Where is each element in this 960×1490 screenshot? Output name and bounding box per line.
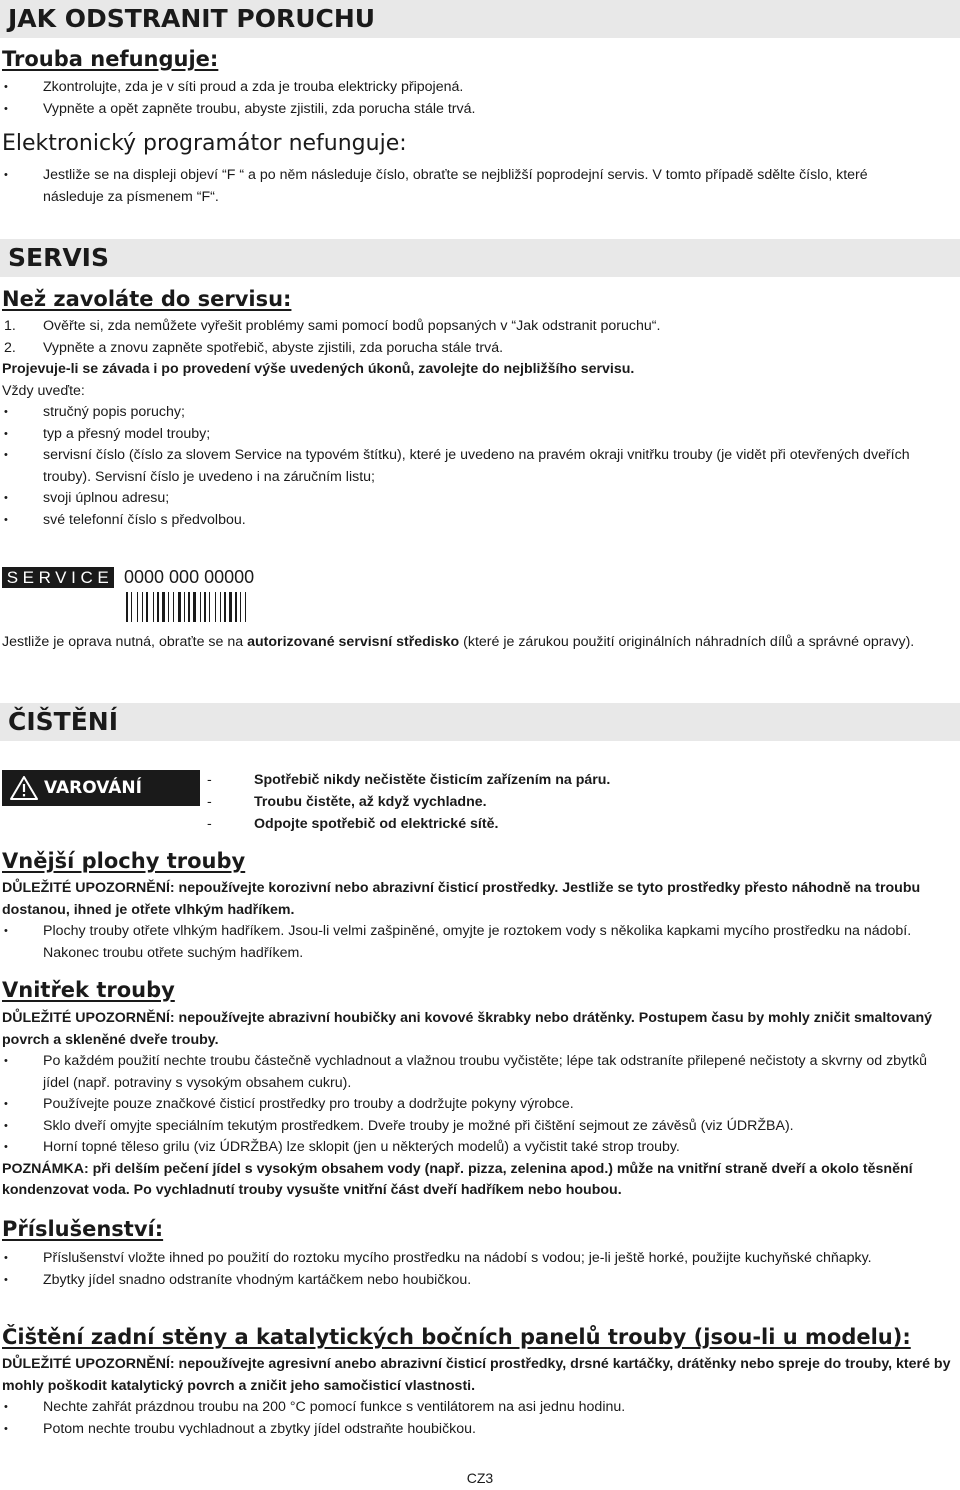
- list-item: • Zkontrolujte, zda je v síti proud a zda je trouba elektricky připojená.: [2, 77, 956, 99]
- step-number: 2.: [4, 339, 16, 356]
- list-item: - Spotřebič nikdy nečistěte čisticím zařízením na páru.: [204, 769, 610, 791]
- catalytic-note: DŮLEŽITÉ UPOZORNĚNÍ: nepoužívejte agresivní anebo abrazivní čisticí prostředky, drsné kartáčky, drátěnky nebo spreje do trouby, které by mohly poškodit katalytický povrch a zničit jeho samočisticí vlastnosti.: [2, 1356, 951, 1394]
- step-text: Vypněte a znovu zapněte spotřebič, abyste zjistili, zda porucha stále trvá.: [43, 339, 504, 356]
- service-number: 0000 000 00000: [124, 567, 255, 587]
- list-item: • Sklo dveří omyjte speciálním tekutým prostředkem. Dveře trouby je možné při čištění sejmout ze závěsů (viz ÚDRŽBA).: [2, 1116, 956, 1138]
- step-item: [2, 338, 956, 360]
- list-item: • svoji úplnou adresu;: [2, 488, 956, 510]
- interior-note: DŮLEŽITÉ UPOZORNĚNÍ: nepoužívejte abrazivní houbičky ani kovové škrabky nebo drátěnky. Postupem času by mohly zničit smaltovaný povrch a skleněné dveře trouby.: [2, 1010, 933, 1048]
- warning-badge: [2, 770, 200, 806]
- heading-exterior: Vnější plochy trouby: [2, 849, 246, 873]
- warning-triangle-icon: [10, 776, 38, 800]
- heading-programmer: Elektronický programátor nefunguje:: [2, 131, 407, 156]
- repair-note: [2, 632, 956, 654]
- interior-remark: POZNÁMKA: při delším pečení jídel s vysokým obsahem vody (např. pizza, zelenina apod.) může na vnitřní straně dveří a okolo těsnění kondenzovat voda. Po vychladnutí trouby vysušte vnitřní část dveří hadříkem nebo houbou.: [2, 1160, 913, 1198]
- catalytic-block: [2, 1354, 956, 1440]
- page-number: CZ3: [466, 1470, 494, 1486]
- heading-interior: Vnitřek trouby: [2, 978, 175, 1002]
- oven-not-working-list: [2, 77, 956, 120]
- heading-oven-not-working: Trouba nefunguje:: [2, 47, 219, 71]
- interior-block: [2, 1008, 956, 1202]
- list-item: • Nechte zahřát prázdnou troubu na 200 °C pomocí funkce s ventilátorem na asi jednu hodinu.: [2, 1397, 956, 1419]
- repair-note-text: (které je zárukou použití originálních náhradních dílů a správné opravy).: [459, 634, 915, 650]
- step-item: [2, 316, 956, 338]
- barcode-icon: [126, 592, 264, 622]
- step-text: Ověřte si, zda nemůžete vyřešit problémy sami pomocí bodů popsaných v “Jak odstranit poruchu“.: [43, 318, 661, 334]
- before-calling-block: [2, 316, 956, 531]
- programmer-list: [2, 165, 902, 208]
- list-item: • servisní číslo (číslo za slovem Service na typovém štítku), které je uvedeno na pravém okraji vnitřku trouby (je vidět při otevřených dveřích trouby). Servisní číslo je uvedeno i na záručním listu;: [2, 445, 956, 488]
- section-title-service: SERVIS: [0, 239, 960, 277]
- section-title-cleaning: ČIŠTĚNÍ: [0, 703, 960, 741]
- service-logo: SERVICE: [2, 567, 114, 588]
- list-item: • Po každém použití nechte troubu částečně vychladnout a vlažnou troubu vyčistěte; lépe tak odstraníte přilepené nečistoty a skvrny od zbytků jídel (např. potraviny s vysokým obsahem cukru).: [2, 1051, 956, 1094]
- heading-accessories: Příslušenství:: [2, 1217, 164, 1241]
- exterior-note: DŮLEŽITÉ UPOZORNĚNÍ: nepoužívejte korozivní nebo abrazivní čisticí prostředky. Jestliže se tyto prostředky přesto náhodně na troubu dostanou, ihned je otřete vlhkým hadříkem.: [2, 880, 921, 918]
- warning-label: VAROVÁNÍ: [44, 778, 142, 798]
- list-item: • Zbytky jídel snadno odstraníte vhodným kartáčkem nebo houbičkou.: [2, 1270, 956, 1292]
- always-state-label: Vždy uveďte:: [2, 382, 85, 399]
- exterior-block: [2, 878, 956, 964]
- step-number: 1.: [4, 318, 16, 334]
- heading-before-calling: Než zavoláte do servisu:: [2, 287, 292, 311]
- repair-note-text: Jestliže je oprava nutná, obraťte se na: [2, 634, 248, 650]
- list-item: • své telefonní číslo s předvolbou.: [2, 510, 956, 532]
- list-item: • Příslušenství vložte ihned po použití do roztoku mycího prostředku na nádobí s vodou; je-li ještě horké, použijte kuchyňské chňapky.: [2, 1248, 956, 1270]
- list-item: • Potom nechte troubu vychladnout a zbytky jídel odstraňte houbičkou.: [2, 1419, 956, 1441]
- list-item: - Odpojte spotřebič od elektrické sítě.: [204, 813, 610, 835]
- list-item: - Troubu čistěte, až když vychladne.: [204, 791, 610, 813]
- list-item: • Vypněte a opět zapněte troubu, abyste zjistili, zda porucha stále trvá.: [2, 99, 956, 121]
- heading-catalytic: Čištění zadní stěny a katalytických bočních panelů trouby (jsou-li u modelu):: [2, 1325, 911, 1349]
- list-item: • typ a přesný model trouby;: [2, 424, 956, 446]
- warning-list: [204, 769, 610, 835]
- repair-note-bold: autorizované servisní středisko: [247, 634, 460, 650]
- service-emphasis: Projevuje-li se závada i po provedení výše uvedených úkonů, zavolejte do nejbližšího servisu.: [2, 361, 635, 377]
- list-item: • Jestliže se na displeji objeví “F “ a po něm následuje číslo, obraťte se nejbližší poprodejní servis. V tomto případě sdělte číslo, které následuje za písmenem “F“.: [2, 165, 902, 208]
- accessories-block: [2, 1248, 956, 1291]
- list-item: • Horní topné těleso grilu (viz ÚDRŽBA) lze sklopit (jen u některých modelů) a vyčistit také strop trouby.: [2, 1137, 956, 1159]
- list-item: • Plochy trouby otřete vlhkým hadříkem. Jsou-li velmi zašpiněné, omyjte je roztokem vody s několika kapkami mycího prostředku na nádobí. Nakonec troubu otřete suchým hadříkem.: [2, 921, 956, 964]
- list-item: • Používejte pouze značkové čisticí prostředky pro trouby a dodržujte pokyny výrobce.: [2, 1094, 956, 1116]
- list-item: • stručný popis poruchy;: [2, 402, 956, 424]
- section-title-troubleshooting: JAK ODSTRANIT PORUCHU: [0, 0, 960, 38]
